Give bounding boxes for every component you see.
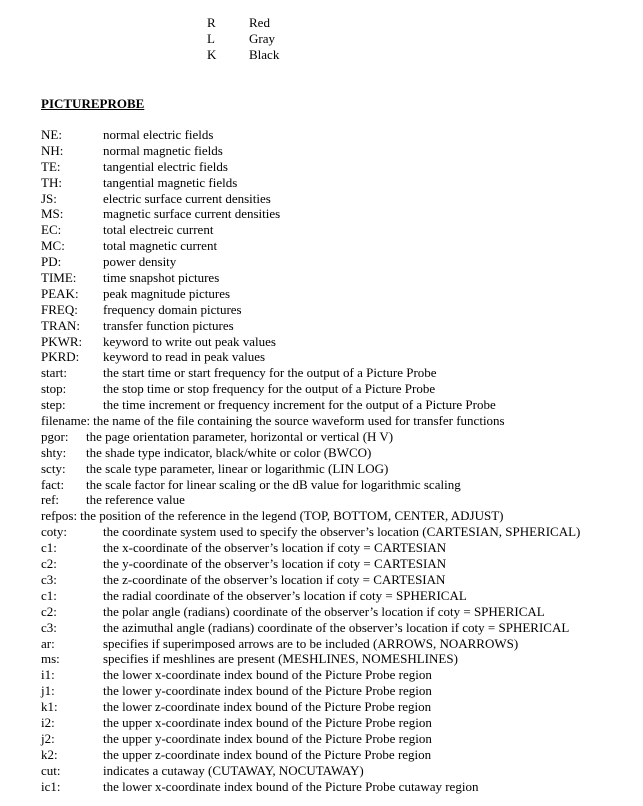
definition-term: refpos:	[41, 508, 78, 524]
definition-description: tangential electric fields	[103, 158, 228, 174]
definition-row	[41, 270, 641, 286]
definition-term: start:	[41, 365, 67, 381]
definition-row	[41, 651, 641, 667]
color-code: R	[207, 15, 216, 30]
definition-term: shty:	[41, 444, 67, 460]
color-code-row	[207, 15, 279, 31]
definition-row	[41, 159, 641, 175]
definition-term: NH:	[41, 142, 64, 158]
definition-description: keyword to write out peak values	[103, 333, 276, 349]
definition-description: the page orientation parameter, horizontal or vertical (H V)	[86, 428, 394, 444]
definition-row	[41, 397, 641, 413]
definition-row	[41, 286, 641, 302]
definition-row	[41, 508, 641, 524]
color-name: Red	[249, 15, 270, 30]
color-name: Black	[249, 47, 280, 62]
definition-term: ms:	[41, 651, 60, 667]
definition-term: stop:	[41, 381, 67, 397]
definition-description: the lower x-coordinate index bound of the Picture Probe region	[103, 667, 432, 683]
definition-description: the azimuthal angle (radians) coordinate of the observer’s location if coty = SPHERICAL	[103, 619, 570, 635]
definition-row	[41, 556, 641, 572]
definition-row	[41, 524, 641, 540]
definition-row	[41, 429, 641, 445]
definition-term: MS:	[41, 206, 64, 222]
definition-term: EC:	[41, 222, 62, 238]
definition-description: the lower z-coordinate index bound of the Picture Probe region	[103, 699, 432, 715]
definition-description: the name of the file containing the source waveform used for transfer functions	[93, 413, 505, 429]
definition-description: normal electric fields	[103, 127, 214, 142]
definition-row	[41, 334, 641, 350]
definition-term: j2:	[41, 730, 55, 746]
definition-description: specifies if meshlines are present (MESHLINES, NOMESHLINES)	[103, 651, 458, 667]
definition-row	[41, 365, 641, 381]
definition-term: TIME:	[41, 270, 77, 286]
definition-row	[41, 318, 641, 334]
definition-description: the position of the reference in the legend (TOP, BOTTOM, CENTER, ADJUST)	[80, 508, 504, 524]
definition-description: the lower y-coordinate index bound of the Picture Probe region	[103, 683, 432, 699]
definition-row	[41, 254, 641, 270]
definition-term: c3:	[41, 571, 57, 587]
definition-term: c2:	[41, 603, 57, 619]
definition-term: FREQ:	[41, 301, 78, 317]
definition-description: frequency domain pictures	[103, 301, 242, 317]
definition-row	[41, 461, 641, 477]
definition-row	[41, 477, 641, 493]
definition-term: scty:	[41, 460, 66, 476]
definition-row	[41, 683, 641, 699]
color-code: L	[207, 31, 215, 46]
definition-description: the scale type parameter, linear or logarithmic (LIN LOG)	[86, 460, 389, 476]
definition-row	[41, 445, 641, 461]
definition-description: total magnetic current	[103, 238, 218, 254]
definition-term: k1:	[41, 699, 58, 715]
definition-list	[41, 127, 641, 794]
definition-term: c1:	[41, 587, 57, 603]
definition-row	[41, 413, 641, 429]
definition-row	[41, 763, 641, 779]
definition-term: i1:	[41, 667, 55, 683]
definition-term: j1:	[41, 683, 55, 699]
definition-description: the coordinate system used to specify the observer’s location (CARTESIAN, SPHERICAL)	[103, 524, 581, 540]
definition-description: power density	[103, 254, 177, 270]
definition-row	[41, 540, 641, 556]
definition-description: transfer function pictures	[103, 317, 234, 333]
definition-term: PD:	[41, 254, 62, 270]
definition-term: JS:	[41, 190, 57, 206]
definition-term: TH:	[41, 174, 62, 190]
definition-description: total electreic current	[103, 222, 214, 238]
definition-term: ar:	[41, 635, 55, 651]
definition-term: c1:	[41, 540, 57, 556]
definition-term: step:	[41, 397, 66, 413]
definition-description: specifies if superimposed arrows are to be included (ARROWS, NOARROWS)	[103, 635, 519, 651]
color-code: K	[207, 47, 217, 62]
section-title: PICTUREPROBE	[41, 96, 145, 111]
definition-row	[41, 588, 641, 604]
definition-row	[41, 572, 641, 588]
definition-row	[41, 715, 641, 731]
definition-description: tangential magnetic fields	[103, 174, 238, 190]
definition-row	[41, 302, 641, 318]
definition-row	[41, 636, 641, 652]
definition-description: the start time or start frequency for the output of a Picture Probe	[103, 365, 437, 381]
color-code-row	[207, 31, 279, 47]
definition-description: time snapshot pictures	[103, 270, 220, 286]
definition-term: PKRD:	[41, 349, 80, 365]
definition-row	[41, 127, 641, 143]
definition-description: peak magnitude pictures	[103, 285, 231, 301]
definition-row	[41, 699, 641, 715]
definition-row	[41, 175, 641, 191]
definition-row	[41, 667, 641, 683]
definition-row	[41, 779, 641, 795]
definition-term: ref:	[41, 492, 60, 508]
definition-description: the radial coordinate of the observer’s location if coty = SPHERICAL	[103, 587, 467, 603]
definition-description: the z-coordinate of the observer’s location if coty = CARTESIAN	[103, 571, 446, 587]
definition-description: the time increment or frequency increment for the output of a Picture Probe	[103, 397, 496, 413]
color-name: Gray	[249, 31, 275, 46]
definition-term: TRAN:	[41, 317, 80, 333]
definition-row	[41, 492, 641, 508]
definition-row	[41, 143, 641, 159]
definition-description: electric surface current densities	[103, 190, 271, 206]
definition-description: the y-coordinate of the observer’s location if coty = CARTESIAN	[103, 556, 447, 572]
definition-row	[41, 222, 641, 238]
definition-row	[41, 620, 641, 636]
definition-term: NE:	[41, 127, 62, 142]
definition-term: cut:	[41, 762, 61, 778]
definition-term: pgor:	[41, 428, 69, 444]
definition-description: keyword to read in peak values	[103, 349, 266, 365]
definition-term: PKWR:	[41, 333, 83, 349]
definition-description: the upper y-coordinate index bound of the Picture Probe region	[103, 730, 432, 746]
definition-description: the x-coordinate of the observer’s location if coty = CARTESIAN	[103, 540, 447, 556]
definition-row	[41, 731, 641, 747]
definition-term: c3:	[41, 619, 57, 635]
definition-term: PEAK:	[41, 285, 79, 301]
color-code-row	[207, 47, 279, 63]
definition-description: the upper z-coordinate index bound of the Picture Probe region	[103, 746, 432, 762]
definition-term: TE:	[41, 158, 61, 174]
definition-row	[41, 349, 641, 365]
definition-row	[41, 381, 641, 397]
definition-description: the shade type indicator, black/white or color (BWCO)	[86, 444, 372, 460]
definition-row	[41, 191, 641, 207]
definition-term: i2:	[41, 714, 55, 730]
definition-term: MC:	[41, 238, 65, 254]
definition-row	[41, 238, 641, 254]
definition-description: indicates a cutaway (CUTAWAY, NOCUTAWAY)	[103, 762, 364, 778]
definition-row	[41, 747, 641, 763]
definition-row	[41, 604, 641, 620]
color-code-list	[207, 15, 279, 63]
definition-description: the stop time or stop frequency for the output of a Picture Probe	[103, 381, 436, 397]
definition-term: coty:	[41, 524, 67, 540]
definition-term: fact:	[41, 476, 65, 492]
definition-term: ic1:	[41, 778, 61, 794]
definition-description: the reference value	[86, 492, 185, 508]
definition-term: filename:	[41, 413, 91, 429]
definition-term: k2:	[41, 746, 58, 762]
definition-description: normal magnetic fields	[103, 142, 223, 158]
definition-description: the upper x-coordinate index bound of the Picture Probe region	[103, 714, 432, 730]
definition-row	[41, 206, 641, 222]
definition-description: the scale factor for linear scaling or the dB value for logarithmic scaling	[86, 476, 461, 492]
definition-term: c2:	[41, 556, 57, 572]
definition-description: magnetic surface current densities	[103, 206, 281, 222]
definition-description: the lower x-coordinate index bound of the Picture Probe cutaway region	[103, 778, 479, 794]
definition-description: the polar angle (radians) coordinate of the observer’s location if coty = SPHERICAL	[103, 603, 545, 619]
